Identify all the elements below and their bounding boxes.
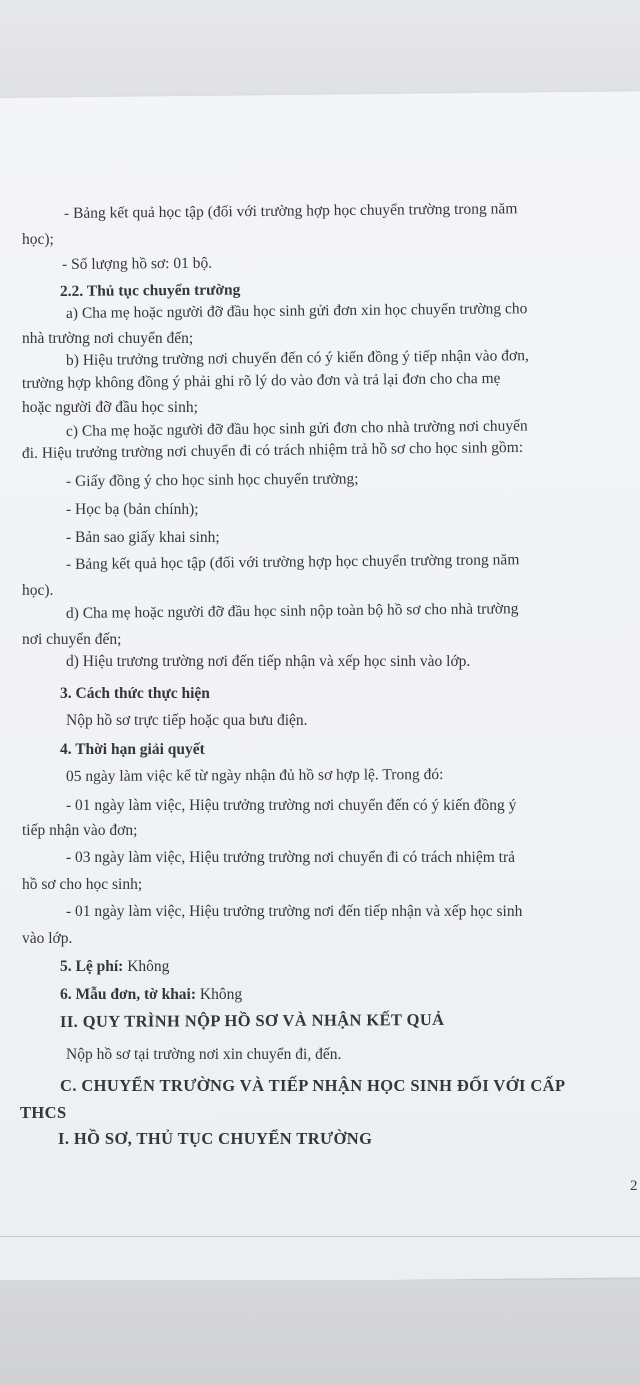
- text-line: - Số lượng hồ sơ: 01 bộ.: [61, 254, 213, 273]
- fee-label: 5. Lệ phí:: [60, 958, 124, 975]
- text-line: a) Cha mẹ hoặc người đỡ đầu học sinh gửi đơn xin học chuyển trường cho: [65, 300, 528, 322]
- text-line: - Bảng kết quả học tập (đối với trường hợp học chuyển trường trong năm: [65, 551, 520, 573]
- text-line: b) Hiệu trưởng trường nơi chuyển đến có ý kiến đồng ý tiếp nhận vào đơn,: [65, 347, 529, 369]
- text-line: học);: [22, 231, 54, 248]
- text-line: hồ sơ cho học sinh;: [22, 876, 143, 893]
- text-line: hoặc người đỡ đầu học sinh;: [22, 399, 198, 416]
- section-heading: 2.2. Thủ tục chuyển trường: [59, 281, 241, 300]
- fee-line: [60, 958, 169, 976]
- text-line: - Giấy đồng ý cho học sinh học chuyển trường;: [65, 470, 359, 490]
- section-heading: 4. Thời hạn giải quyết: [60, 741, 205, 758]
- text-line: - Bản sao giấy khai sinh;: [66, 529, 220, 546]
- section-heading: II. QUY TRÌNH NỘP HỒ SƠ VÀ NHẬN KẾT QUẢ: [59, 1009, 445, 1031]
- text-line: - 03 ngày làm việc, Hiệu trưởng trường nơi chuyển đi có trách nhiệm trả: [66, 849, 516, 866]
- text-line: d) Cha mẹ hoặc người đỡ đầu học sinh nộp toàn bộ hồ sơ cho nhà trường: [65, 600, 519, 622]
- fee-value: Không: [127, 958, 170, 975]
- text-line: - 01 ngày làm việc, Hiệu trưởng trường nơi chuyển đến có ý kiến đồng ý: [66, 797, 517, 814]
- page-number: 2: [630, 1178, 638, 1194]
- section-heading: C. CHUYỂN TRƯỜNG VÀ TIẾP NHẬN HỌC SINH ĐỐI VỚI CẤP: [60, 1076, 566, 1095]
- text-line: vào lớp.: [22, 930, 73, 947]
- section-heading: 3. Cách thức thực hiện: [60, 685, 210, 702]
- text-line: d) Hiệu trương trường nơi đến tiếp nhận và xếp học sinh vào lớp.: [66, 653, 471, 670]
- text-line: tiếp nhận vào đơn;: [22, 822, 138, 839]
- text-line: trường hợp không đồng ý phải ghi rõ lý do vào đơn và trả lại đơn cho cha mẹ: [21, 369, 501, 392]
- text-line: 05 ngày làm việc kể từ ngày nhận đủ hồ sơ hợp lệ. Trong đó:: [65, 766, 444, 785]
- text-line: - 01 ngày làm việc, Hiệu trưởng trường nơi đến tiếp nhận và xếp học sinh: [66, 903, 523, 920]
- text-line: nơi chuyển đến;: [22, 631, 122, 648]
- forms-value: Không: [199, 986, 243, 1003]
- section-heading: THCS: [20, 1103, 67, 1122]
- text-line: Nộp hồ sơ tại trường nơi xin chuyển đi, đến.: [66, 1046, 342, 1063]
- text-line: đi. Hiệu trưởng trường nơi chuyển đi có trách nhiệm trả hồ sơ cho học sinh gồm:: [21, 438, 524, 462]
- section-heading: I. HỒ SƠ, THỦ TỤC CHUYỂN TRƯỜNG: [58, 1129, 373, 1148]
- forms-label: 6. Mẫu đơn, tờ khai:: [60, 986, 197, 1003]
- text-line: c) Cha mẹ hoặc người đỡ đầu học sinh gửi đơn cho nhà trường nơi chuyển: [65, 417, 528, 440]
- text-line: nhà trường nơi chuyển đến;: [22, 330, 194, 347]
- text-line: - Học bạ (bản chính);: [66, 501, 199, 518]
- text-line: - Bảng kết quả học tập (đối với trường hợp học chuyển trường trong năm: [63, 200, 518, 222]
- text-line: học).: [22, 582, 54, 599]
- forms-line: [60, 986, 242, 1004]
- text-line: Nộp hồ sơ trực tiếp hoặc qua bưu điện.: [66, 712, 308, 729]
